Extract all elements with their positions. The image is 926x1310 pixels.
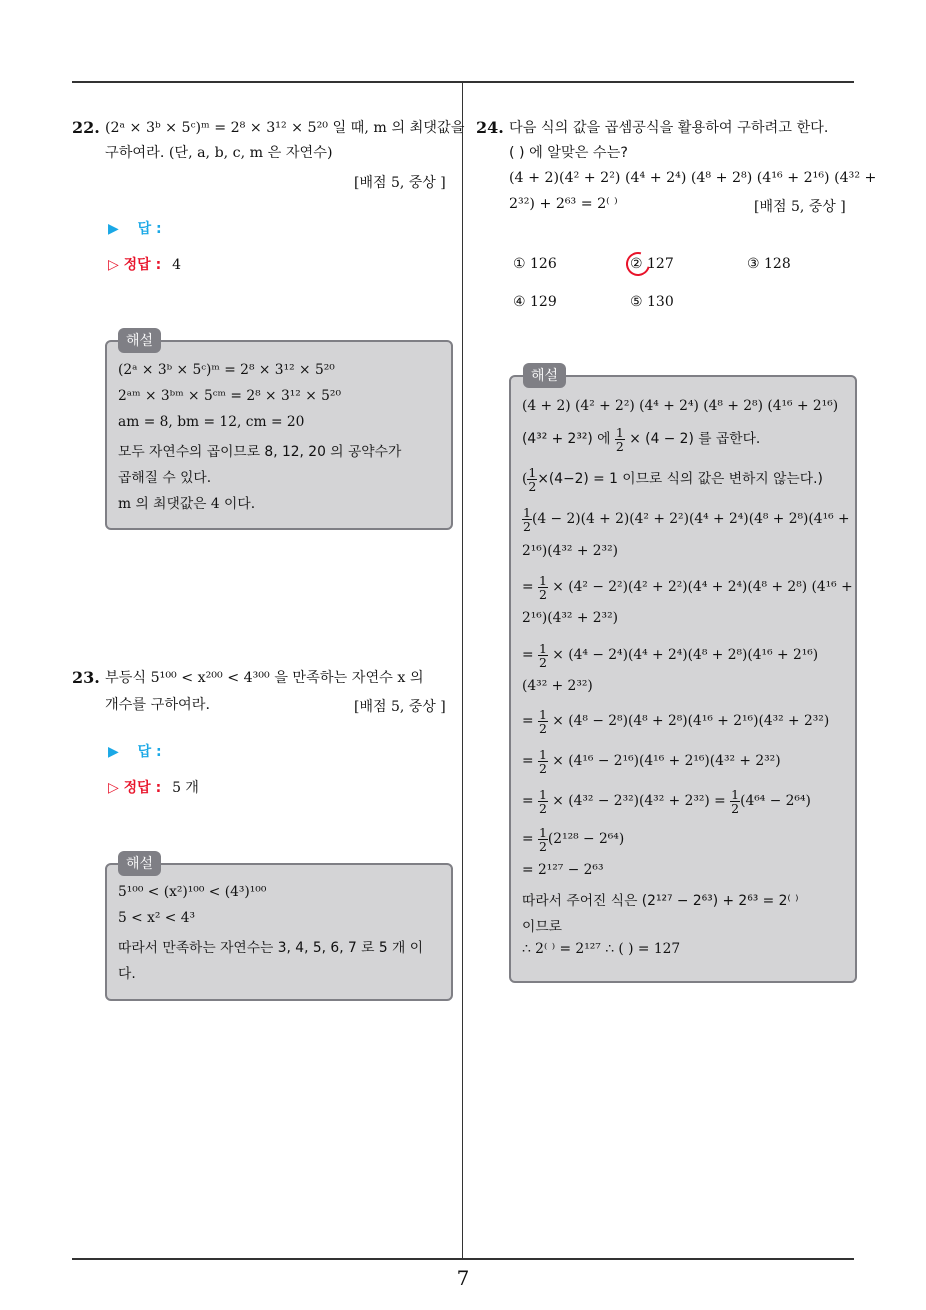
explanation-line: 5¹⁰⁰ < (x²)¹⁰⁰ < (4³)¹⁰⁰ <box>118 884 267 900</box>
explanation-text: × (4² − 2²)(4² + 2²)(4⁴ + 2⁴)(4⁸ + 2⁸) (4¹⁶ + <box>552 579 853 595</box>
question-text-line-3: (4 + 2)(4² + 2²) (4⁴ + 2⁴) (4⁸ + 2⁸) (4¹⁶ + 2¹⁶) (4³² + <box>509 170 877 186</box>
option-5[interactable]: ⑤ 130 <box>630 294 674 310</box>
question-text-line-4: 2³²) + 2⁶³ = 2⁽ ⁾ <box>509 196 618 212</box>
explanation-line: = $\frac{1}{2}$ × (4³² − 2³²)(4³² + 2³²) = $\frac{1}{2}$ (4⁶⁴ − 2⁶⁴) <box>522 787 811 816</box>
explanation-line: = 2¹²⁷ − 2⁶³ <box>522 862 604 878</box>
explanation-tag: 해설 <box>523 363 566 388</box>
question-number: 24. <box>476 118 504 137</box>
fraction-half: $\frac{1}{2}$ <box>528 465 537 494</box>
correct-answer-label: 정답 : <box>123 257 162 273</box>
explanation-text: × (4³² − 2³²)(4³² + 2³²) = <box>552 793 726 809</box>
explanation-text: × (4¹⁶ − 2¹⁶)(4¹⁶ + 2¹⁶)(4³² + 2³²) <box>552 753 781 769</box>
explanation-line <box>522 426 760 453</box>
answer-label: 답 : <box>137 744 162 760</box>
explanation-text: × (4⁴ − 2⁴)(4⁴ + 2⁴)(4⁸ + 2⁸)(4¹⁶ + 2¹⁶) <box>552 647 819 663</box>
explanation-line: 이므로 <box>522 919 562 935</box>
fraction-half: $\frac{1}{2}$ <box>538 747 547 776</box>
correct-answer-row <box>108 254 181 274</box>
fraction-half: $\frac{1}{2}$ <box>523 505 531 534</box>
bottom-rule <box>72 1258 854 1260</box>
explanation-line: (2ᵃ × 3ᵇ × 5ᶜ)ᵐ = 2⁸ × 3¹² × 5²⁰ <box>118 362 335 378</box>
answer-row <box>108 218 162 238</box>
top-rule <box>72 81 854 83</box>
question-text-line-1: 다음 식의 값을 곱셈공식을 활용하여 구하려고 한다. <box>509 120 829 136</box>
outline-triangle-icon: ▷ <box>108 780 119 796</box>
explanation-line: 따라서 주어진 식은 (2¹²⁷ − 2⁶³) + 2⁶³ = 2⁽ ⁾ <box>522 893 799 909</box>
explanation-line: (4 + 2) (4² + 2²) (4⁴ + 2⁴) (4⁸ + 2⁸) (4¹⁶ + 2¹⁶) <box>522 398 839 414</box>
explanation-line: = $\frac{1}{2}$ × (4² − 2²)(4² + 2²)(4⁴ + 2⁴)(4⁸ + 2⁸) (4¹⁶ + <box>522 573 853 602</box>
explanation-text: (4⁶⁴ − 2⁶⁴) <box>740 793 811 809</box>
selected-mark-icon <box>622 248 655 281</box>
correct-answer-label: 정답 : <box>123 780 162 796</box>
explanation-line: = $\frac{1}{2}$ (2¹²⁸ − 2⁶⁴) <box>522 825 625 854</box>
explanation-line <box>522 466 823 493</box>
option-2[interactable]: ② 127 <box>630 256 674 272</box>
score-difficulty: [배점 5, 중상 ] <box>354 175 446 191</box>
correct-answer-row <box>108 777 199 797</box>
question-number: 23. <box>72 668 100 687</box>
explanation-line: (4³² + 2³²) <box>522 678 593 694</box>
question-text-line-1: (2ᵃ × 3ᵇ × 5ᶜ)ᵐ = 2⁸ × 3¹² × 5²⁰ 일 때, m 의 최댓값을 <box>105 120 465 136</box>
explanation-text: × (4 − 2) 를 곱한다. <box>629 431 761 447</box>
explanation-text: (4³² + 2³²) 에 <box>522 431 611 447</box>
fraction-half: $\frac{1}{2}$ <box>538 573 547 602</box>
question-text-line-1: 부등식 5¹⁰⁰ < x²⁰⁰ < 4³⁰⁰ 을 만족하는 자연수 x 의 <box>105 670 424 686</box>
explanation-line: ∴ 2⁽ ⁾ = 2¹²⁷ ∴ ( ) = 127 <box>522 941 681 957</box>
fraction-half: $\frac{1}{2}$ <box>615 425 624 454</box>
explanation-line <box>522 506 850 533</box>
correct-answer-value: 5 개 <box>172 780 199 796</box>
score-difficulty: [배점 5, 중상 ] <box>754 199 846 215</box>
outline-triangle-icon: ▷ <box>108 257 119 273</box>
option-1[interactable]: ① 126 <box>513 256 557 272</box>
answer-label: 답 : <box>137 221 162 237</box>
column-divider <box>462 82 463 1260</box>
explanation-line: 모두 자연수의 곱이므로 8, 12, 20 의 공약수가 <box>118 444 402 460</box>
explanation-tag: 해설 <box>118 328 161 353</box>
question-text-line-2: 개수를 구하여라. <box>105 697 210 713</box>
explanation-line: 곱해질 수 있다. <box>118 470 212 486</box>
question-text-line-2: 구하여라. (단, a, b, c, m 은 자연수) <box>105 145 333 161</box>
explanation-line: 2¹⁶)(4³² + 2³²) <box>522 610 618 626</box>
option-4[interactable]: ④ 129 <box>513 294 557 310</box>
explanation-line: = $\frac{1}{2}$ × (4⁸ − 2⁸)(4⁸ + 2⁸)(4¹⁶ + 2¹⁶)(4³² + 2³²) <box>522 707 830 736</box>
explanation-text: ×(4−2) = 1 이므로 식의 값은 변하지 않는다.) <box>537 471 823 487</box>
answer-row <box>108 741 162 761</box>
page-number: 7 <box>456 1266 470 1290</box>
explanation-line: m 의 최댓값은 4 이다. <box>118 496 256 512</box>
explanation-tag: 해설 <box>118 851 161 876</box>
play-triangle-icon: ▶ <box>108 221 119 237</box>
fraction-half: $\frac{1}{2}$ <box>731 787 740 816</box>
explanation-line: = $\frac{1}{2}$ × (4⁴ − 2⁴)(4⁴ + 2⁴)(4⁸ + 2⁸)(4¹⁶ + 2¹⁶) <box>522 641 819 670</box>
fraction-half: $\frac{1}{2}$ <box>538 641 547 670</box>
explanation-line: 2¹⁶)(4³² + 2³²) <box>522 543 618 559</box>
correct-answer-value: 4 <box>172 257 181 273</box>
score-difficulty: [배점 5, 중상 ] <box>354 699 446 715</box>
explanation-line: am = 8, bm = 12, cm = 20 <box>118 414 305 430</box>
question-text-line-2: ( ) 에 알맞은 수는? <box>509 145 628 161</box>
explanation-line: = $\frac{1}{2}$ × (4¹⁶ − 2¹⁶)(4¹⁶ + 2¹⁶)(4³² + 2³²) <box>522 747 781 776</box>
explanation-line: 5 < x² < 4³ <box>118 910 196 926</box>
explanation-line: 2ᵃᵐ × 3ᵇᵐ × 5ᶜᵐ = 2⁸ × 3¹² × 5²⁰ <box>118 388 341 404</box>
play-triangle-icon: ▶ <box>108 744 119 760</box>
explanation-text: (2¹²⁸ − 2⁶⁴) <box>547 831 625 847</box>
fraction-half: $\frac{1}{2}$ <box>538 825 547 854</box>
explanation-text: ( <box>522 471 528 487</box>
fraction-half: $\frac{1}{2}$ <box>538 787 547 816</box>
explanation-text: × (4⁸ − 2⁸)(4⁸ + 2⁸)(4¹⁶ + 2¹⁶)(4³² + 2³²) <box>552 713 830 729</box>
option-3[interactable]: ③ 128 <box>747 256 791 272</box>
explanation-line: 따라서 만족하는 자연수는 3, 4, 5, 6, 7 로 5 개 이 <box>118 940 424 956</box>
explanation-text: (4 − 2)(4 + 2)(4² + 2²)(4⁴ + 2⁴)(4⁸ + 2⁸)(4¹⁶ + <box>531 511 850 527</box>
explanation-line: 다. <box>118 966 136 982</box>
fraction-half: $\frac{1}{2}$ <box>538 707 547 736</box>
question-number: 22. <box>72 118 100 137</box>
